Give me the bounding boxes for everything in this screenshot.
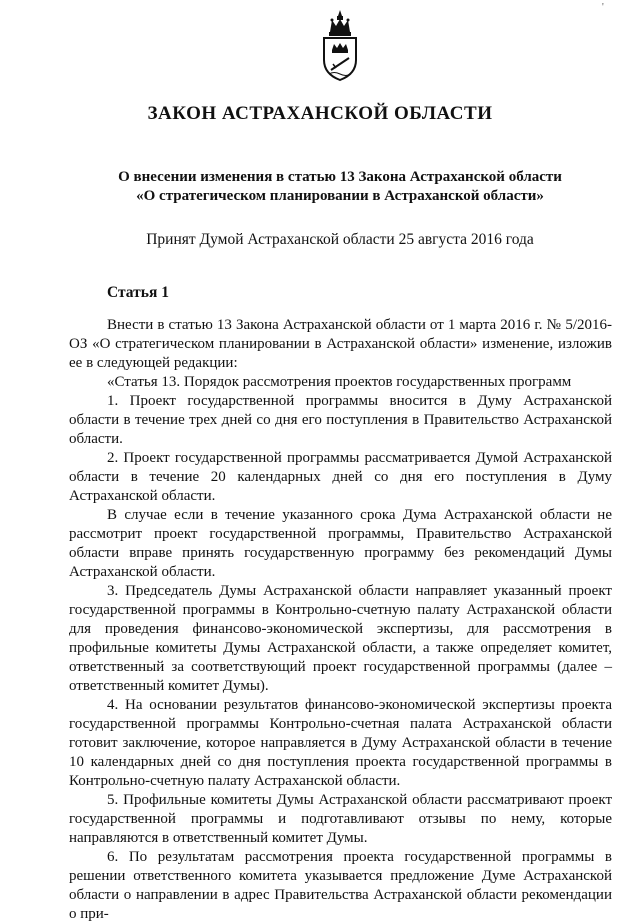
law-subject-line-1: О внесении изменения в статью 13 Закона Астраханской области <box>118 169 562 185</box>
article-heading: Статья 1 <box>107 284 169 301</box>
corner-mark: ' <box>602 2 604 13</box>
article-paragraph: В случае если в течение указанного срока Дума Астраханской области не рассмотрит проект государственной программы, Правительство Астраханской области вправе принять государственную программу без рекомендаций Думы Астраханской области. <box>69 507 612 580</box>
article-paragraph: 4. На основании результатов финансово-экономической экспертизы проекта государственной программы Контрольно-счетная палата Астраханской области готовит заключение, которое направляется в Думу Астраханской области в течение 10 календарных дней со дня поступления проекта государственной программы в Контрольно-счетную палату Астраханской области. <box>69 697 612 789</box>
article-paragraph: 5. Профильные комитеты Думы Астраханской области рассматривают проект государственной программы и подготавливают отзывы по нему, которые направляются в ответственный комитет Думы. <box>69 792 612 846</box>
article-paragraph: 1. Проект государственной программы вносится в Думу Астраханской области в течение трех дней со дня его поступления в Правительство Астраханской области. <box>69 393 612 447</box>
article-paragraph: «Статья 13. Порядок рассмотрения проектов государственных программ <box>107 374 572 390</box>
article-body <box>69 316 612 924</box>
coat-of-arms-icon <box>318 8 362 84</box>
law-subject <box>0 168 640 206</box>
article-paragraph: 2. Проект государственной программы рассматривается Думой Астраханской области в течение 20 календарных дней со дня его поступления в Думу Астраханской области. <box>69 450 612 504</box>
law-subject-line-2: «О стратегическом планировании в Астраханской области» <box>136 188 544 204</box>
article-paragraph: Внести в статью 13 Закона Астраханской области от 1 марта 2016 г. № 5/2016-ОЗ «О стратегическом планировании в Астраханской области» изменение, изложив ее в следующей редакции: <box>69 317 612 371</box>
adoption-statement: Принят Думой Астраханской области 25 августа 2016 года <box>146 231 534 248</box>
article-paragraph: 6. По результатам рассмотрения проекта государственной программы в решении ответственного комитета указывается предложение Думе Астраханской области о направлении в адрес Правительства Астраханской области рекомендации о при- <box>69 849 612 922</box>
law-title: ЗАКОН АСТРАХАНСКОЙ ОБЛАСТИ <box>147 103 493 124</box>
article-paragraph: 3. Председатель Думы Астраханской области направляет указанный проект государственной программы в Контрольно-счетную палату Астраханской области для проведения финансово-экономической экспертизы, для рассмотрения в профильные комитеты Думы Астраханской области, а также определяет комитет, ответственный за соответствующий проект государственной программы (далее – ответственный комитет Думы). <box>69 583 612 694</box>
